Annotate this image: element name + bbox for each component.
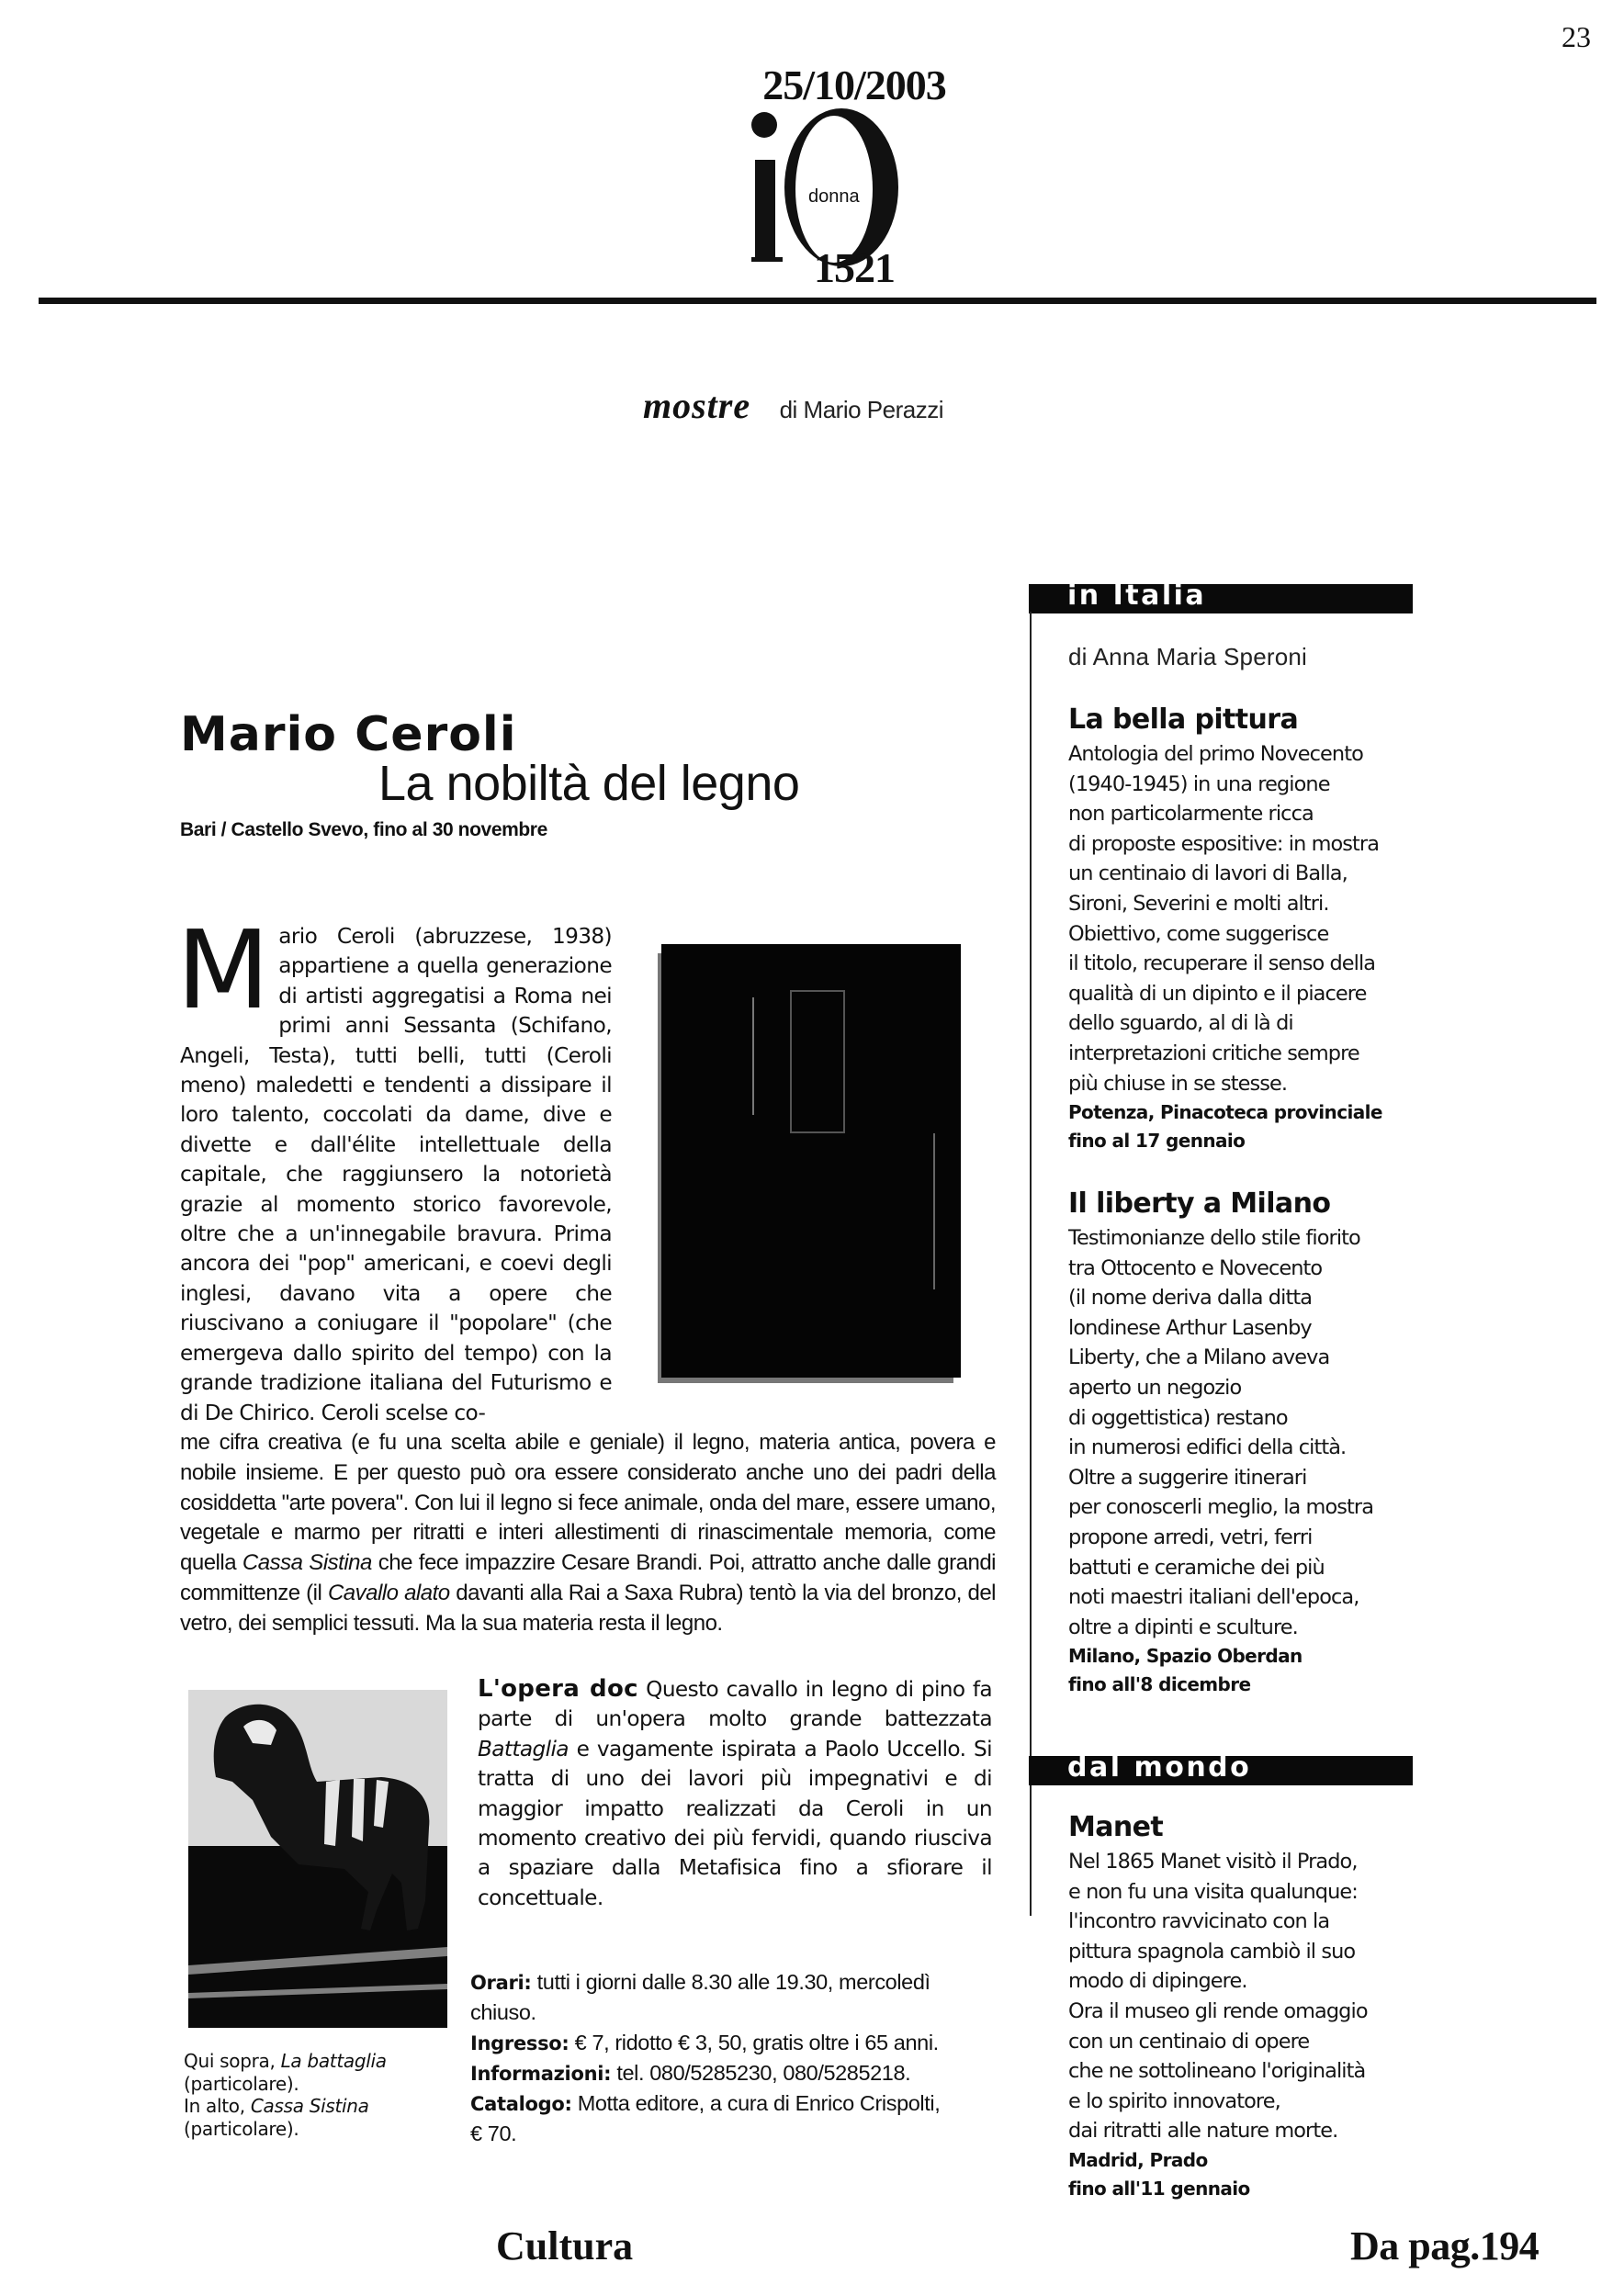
publication-date: 25/10/2003: [762, 62, 946, 108]
rubric-author: di Mario Perazzi: [779, 396, 943, 423]
logo-sub-text: donna: [808, 186, 860, 207]
photo-detail: [933, 1133, 935, 1289]
caption-line: [184, 2095, 459, 2118]
sidebar-rule: [1030, 612, 1032, 1916]
caption-line: (particolare).: [184, 2072, 299, 2095]
rubric-section: mostre: [643, 385, 751, 426]
sidebar-item-la-bella-pittura: [1068, 703, 1417, 1155]
photo-detail: [752, 997, 754, 1115]
continuation-text: davanti alla Rai a Saxa Rubra) tentò la via del bronzo, del vetro, dei semplici tessuti. Ma la sua materia resta il legno.: [180, 1580, 997, 1636]
info-value: tutti i giorni dalle 8.30 alle 19.30, mercoledì chiuso.: [470, 1970, 930, 2025]
caption-line: (particolare).: [184, 2117, 299, 2140]
sidebar-item-manet: [1068, 1811, 1417, 2203]
photo-caption: [184, 2050, 459, 2140]
footer-source-page: Da pag.194: [1350, 2223, 1539, 2268]
article-title: Mario Ceroli: [180, 707, 517, 762]
section-bar-label: dal mondo: [1067, 1751, 1252, 1784]
info-row: [470, 2058, 948, 2088]
caption-text: Qui sopra,: [184, 2050, 281, 2072]
opera-doc-text: [478, 1677, 992, 1910]
dropcap: M: [176, 906, 270, 1033]
practical-info: [470, 1967, 948, 2149]
photo-cassa-sistina: [661, 944, 961, 1378]
issue-number: 1521: [814, 244, 895, 291]
sidebar-item-venue: Milano, Spazio Oberdan fino all'8 dicembre: [1068, 1645, 1303, 1696]
sidebar-item-body: Antologia del primo Novecento (1940-1945) in una regione non particolarmente ricca di proposte espositive: in mostra un centinaio di lavori di Balla, Sironi, Severini e molti altri. Obiettivo, come suggerisce il titolo, recuperare il senso della qualità di un dipinto e il piacere dello sguardo, al di là di interpretazioni critiche sempre più chiuse in se stesse.: [1068, 742, 1380, 1096]
info-value: € 7, ridotto € 3, 50, gratis oltre i 65 anni.: [569, 2030, 939, 2054]
caption-work-title: Cassa Sistina: [250, 2095, 369, 2117]
sidebar-item-title: Manet: [1068, 1811, 1164, 1843]
opera-doc-label: L'opera doc: [478, 1675, 638, 1703]
sidebar-item-venue: Potenza, Pinacoteca provinciale fino al 17 gennaio: [1068, 1101, 1382, 1153]
info-value: tel. 080/5285230, 080/5285218.: [611, 2060, 911, 2085]
opera-text: e vagamente ispirata a Paolo Uccello. Si tratta di uno dei lavori più impegnativi e di maggior impatto realizzati da Ceroli in un momento creativo dei più fervidi, quando riusciva a spaziare dalla Metafisica fino a sfiorare il concettuale.: [478, 1736, 992, 1910]
info-value: Motta editore, a cura di Enrico Crispolti, € 70.: [470, 2091, 941, 2146]
sidebar-item-title: La bella pittura: [1068, 703, 1299, 736]
section-bar-dal-mondo: [1029, 1751, 1413, 1785]
caption-work-title: La battaglia: [280, 2050, 387, 2072]
info-row: [470, 2088, 948, 2149]
section-bar-label: in Italia: [1067, 580, 1207, 612]
sidebar-item-il-liberty-a-milano: [1068, 1187, 1417, 1699]
caption-line: [184, 2050, 459, 2073]
info-label: Informazioni:: [470, 2062, 612, 2085]
opera-work-title: Battaglia: [478, 1736, 569, 1761]
lead-text: ario Ceroli (abruzzese, 1938) appartiene a quella generazione di artisti aggregatisi a Roma nei primi anni Sessanta (Schifano, Angeli, Testa), tutti belli, tutti (Ceroli meno) maledetti e tendenti a dissipare il loro talento, coccolati da dame, dive e divette e dall'élite intellettuale della capitale, che raggiunsero la notorietà grazie al momento storico favorevole, oltre che a un'innegabile bravura. Prima ancora dei "pop" americani, e coevi degli inglesi, davano vita a opere che riuscivano a coniugare il "popolare" (che emergeva dallo spirito del tempo) con la grande tradizione italiana del Futurismo e di De Chirico. Ceroli scelse co-: [180, 924, 612, 1425]
header-rule: [39, 298, 1596, 304]
horse-illustration: [188, 1690, 447, 2028]
info-row: [470, 1967, 948, 2028]
article-venue: Bari / Castello Svevo, fino al 30 novembre: [180, 819, 547, 840]
opera-text: Questo cavallo in legno di pino fa parte di un'opera molto grande battezzata: [478, 1677, 992, 1732]
rubric: [643, 384, 943, 427]
article-subtitle: La nobiltà del legno: [378, 756, 800, 811]
continuation-text: me cifra creativa (e fu una scelta abile e geniale) il legno, materia antica, povera e nobile insieme. E per questo può ora essere considerato anche uno dei padri della cosiddetta "arte povera". Con lui il legno si fece animale, onda del mare, essere umano, vegetale e marmo per ritratti e interi allestimenti di rinascimentale memoria, come quella: [180, 1430, 996, 1576]
footer-section: Cultura: [496, 2223, 634, 2268]
info-label: Ingresso:: [470, 2032, 570, 2054]
info-row: [470, 2028, 948, 2058]
sidebar-item-body: Nel 1865 Manet visitò il Prado, e non fu una visita qualunque: l'incontro ravvicinato con la pittura spagnola cambiò il suo modo di dipingere. Ora il museo gli rende omaggio con un centinaio di opere che ne sottolineano l'originalità e lo spirito innovatore, dai ritratti alle nature morte.: [1068, 1850, 1368, 2144]
info-label: Catalogo:: [470, 2093, 572, 2116]
sidebar-item-body: Testimonianze dello stile fiorito tra Ottocento e Novecento (il nome deriva dalla ditta londinese Arthur Lasenby Liberty, che a Milano aveva aperto un negozio di oggettistica) restano in numerosi edifici della città. Oltre a suggerire itinerari per conoscerli meglio, la mostra propone arredi, vetri, ferri battuti e ceramiche dei più noti maestri italiani dell'epoca, oltre a dipinti e sculture.: [1068, 1226, 1374, 1639]
info-label: Orari:: [470, 1972, 532, 1994]
sidebar-item-title: Il liberty a Milano: [1068, 1187, 1331, 1220]
opera-doc-paragraph: [478, 1674, 992, 1913]
photo-la-battaglia: [188, 1690, 447, 2028]
page-number: 23: [1562, 20, 1591, 53]
photo-detail: [790, 990, 845, 1133]
continuation-work-title: Cavallo alato: [327, 1580, 450, 1605]
sidebar-byline: di Anna Maria Speroni: [1068, 643, 1308, 670]
sidebar-item-venue: Madrid, Prado fino all'11 gennaio: [1068, 2148, 1250, 2200]
article-continuation: [180, 1428, 996, 1639]
caption-text: In alto,: [184, 2095, 251, 2117]
continuation-work-title: Cassa Sistina: [242, 1550, 372, 1576]
section-bar-in-italia: [1029, 580, 1413, 613]
continuation-text: che fece impazzire Cesare Brandi. Poi, attratto anche dalle grandi committenze (il: [180, 1550, 997, 1605]
article-lead: [176, 906, 612, 1428]
